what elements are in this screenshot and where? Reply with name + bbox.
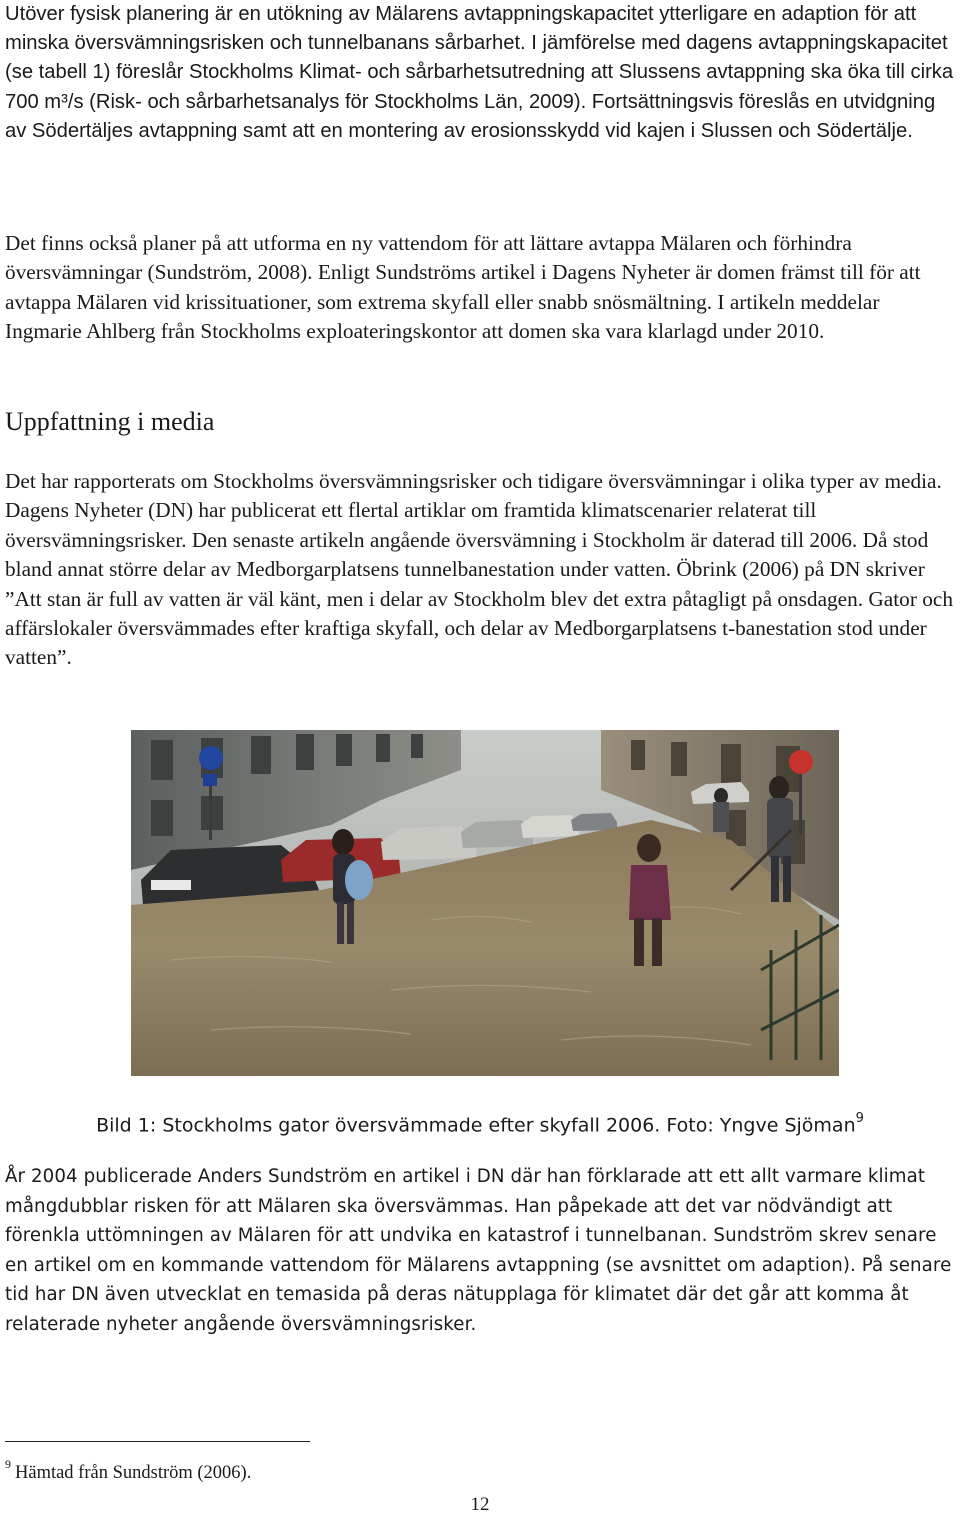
footnote [5,1455,251,1485]
footnote-text: Hämtad från Sundström (2006). [15,1463,252,1484]
section-heading: Uppfattning i media [5,407,215,436]
body-paragraph-vattendom: Det finns också planer på att utforma en ny vattendom för att lättare avtappa Mälaren och förhindra översvämningar (Sundström, 2008). Enligt Sundströms artikel i Dagens Nyheter är domen främst till för att avtappa Mälaren vid krissituationer, som extrema skyfall eller snabb snösmältning. I artikeln meddelar Ingmarie Ahlberg från Stockholms exploateringskontor att domen ska vara klarlagd under 2010. [5,231,921,344]
figure-caption [0,1106,960,1140]
figure-caption-text: Bild 1: Stockholms gator översvämmade efter skyfall 2006. Foto: Yngve Sjöman [96,1114,856,1137]
body-paragraph-adaption: Utöver fysisk planering är en utökning av Mälarens avtappningskapacitet ytterligare en adaption för att minska översvämningsrisken och tunnelbanans sårbarhet. I jämförelse med dagens avtappningskapacitet (se tabell 1) föreslår Stockholms Klimat- och sårbarhetsutredning att Slussens avtappning ska öka till cirka 700 m³/s (Risk- och sårbarhetsanalys för Stockholms Län, 2009). Fortsättningsvis föreslås en utvidgning av Södertäljes avtappning samt att en montering av erosionsskydd vid kajen i Slussen och Södertälje. [5,3,954,142]
footnote-reference[interactable]: 9 [855,1111,864,1126]
footnote-divider [5,1441,310,1442]
page-number: 12 [470,1494,490,1515]
flooded-street-photo [131,730,839,1076]
body-paragraph-media: Det har rapporterats om Stockholms översvämningsrisker och tidigare översvämningar i olika typer av media. Dagens Nyheter (DN) har publicerat ett flertal artiklar om framtida klimatscenarier relaterat till översvämningsrisker. Den senaste artikeln angående översvämning i Stockholm är daterad till 2006. Då stod bland annat större delar av Medborgarplatsens tunnelbanestation under vatten. Öbrink (2006) på DN skriver ”Att stan är full av vatten är väl känt, men i delar av Stockholm blev det extra påtagligt på onsdagen. Gator och affärslokaler översvämmades efter kraftiga skyfall, och delar av Medborgarplatsens t-banestation stod under vatten”. [5,469,953,670]
body-paragraph-dn: År 2004 publicerade Anders Sundström en artikel i DN där han förklarade att ett allt varmare klimat mångdubblar risken för att Mälaren ska översvämmas. Han påpekade att det var nödvändigt att förenkla uttömningen av Mälaren för att undvika en katastrof i tunnelbanan. Sundström skrev senare en artikel om en kommande vattendom för Mälarens avtappning (se avsnittet om adaption). På senare tid har DN även utvecklat en temasida på deras nätupplaga för klimatet där det går att komma åt relaterade nyheter angående översvämningsrisker. [5,1166,952,1335]
footnote-number: 9 [5,1457,11,1471]
